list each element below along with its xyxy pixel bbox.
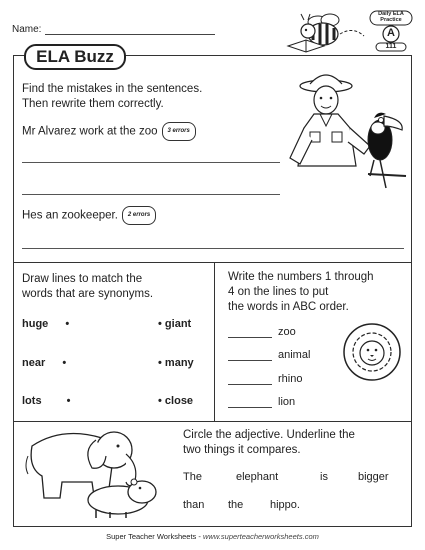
abc-blank[interactable] [228, 374, 272, 385]
sentence-word[interactable]: is [320, 471, 328, 483]
badge-top-text: Daily ELA Practice [378, 11, 404, 23]
name-field[interactable] [12, 24, 215, 35]
sentence-word[interactable]: bigger [358, 471, 389, 483]
instruction-line: 4 on the lines to put [228, 286, 329, 298]
instruction-line: Find the mistakes in the sentences. [22, 83, 203, 95]
synonym-left-word[interactable]: near • [22, 357, 67, 369]
synonym-left-word[interactable]: huge • [22, 318, 70, 330]
error-count-badge: 2 errors [122, 206, 156, 225]
instruction-line: words that are synonyms. [22, 288, 154, 300]
synonym-left-word[interactable]: lots • [22, 395, 71, 407]
sentence-word[interactable]: hippo. [270, 499, 300, 511]
footer [0, 532, 425, 541]
section4-instructions [183, 428, 355, 458]
error-count-badge: 3 errors [162, 122, 196, 141]
instruction-line: Then rewrite them correctly. [22, 98, 164, 110]
divider-1 [13, 262, 412, 263]
sentence-1 [22, 122, 196, 141]
abc-blank[interactable] [228, 327, 272, 338]
name-blank[interactable] [45, 25, 215, 35]
name-label: Name: [12, 24, 42, 35]
answer-line-2[interactable] [22, 194, 280, 195]
section2-instructions [22, 272, 153, 302]
abc-blank[interactable] [228, 397, 272, 408]
elephant-and-hippo-icon [22, 426, 172, 524]
abc-item[interactable]: animal [228, 349, 310, 361]
section3-instructions [228, 270, 374, 315]
lion-icon [342, 322, 402, 382]
instruction-line: Write the numbers 1 through [228, 271, 374, 283]
instruction-line: two things it compares. [183, 444, 301, 456]
abc-blank[interactable] [228, 350, 272, 361]
sentence-word[interactable]: The [183, 471, 202, 483]
bee-reading-icon [268, 6, 368, 56]
abc-item[interactable]: rhino [228, 373, 302, 385]
instruction-line: Circle the adjective. Underline the [183, 429, 355, 441]
synonym-right-word[interactable]: • close [158, 395, 194, 407]
synonym-right-word[interactable]: • many [158, 357, 194, 369]
footer-brand: Super Teacher Worksheets [106, 532, 197, 541]
section1-instructions [22, 82, 202, 112]
footer-site-link[interactable]: www.superteacherworksheets.com [202, 532, 319, 541]
abc-item[interactable]: lion [228, 396, 295, 408]
answer-line-3[interactable] [22, 248, 404, 249]
answer-line-1[interactable] [22, 162, 280, 163]
sentence-word[interactable]: than [183, 499, 205, 511]
abc-item[interactable]: zoo [228, 326, 296, 338]
divider-2 [13, 421, 412, 422]
badge-number: 111 [385, 43, 397, 50]
sentence-1-text: Mr Alvarez work at the zoo [22, 125, 158, 138]
instruction-line: Draw lines to match the [22, 273, 143, 285]
sentence-word[interactable]: elephant [236, 471, 279, 483]
instruction-line: the words in ABC order. [228, 301, 349, 313]
page-title: ELA Buzz [24, 44, 126, 70]
sentence-2-text: Hes an zookeeper. [22, 209, 118, 222]
footer-separator: - [196, 532, 203, 541]
sentence-2 [22, 206, 156, 225]
badge-letter: A [387, 27, 395, 39]
sentence-word[interactable]: the [228, 499, 244, 511]
synonym-right-word[interactable]: • giant [158, 318, 192, 330]
zookeeper-with-toucan-icon [286, 66, 410, 194]
divider-vertical [214, 262, 215, 421]
